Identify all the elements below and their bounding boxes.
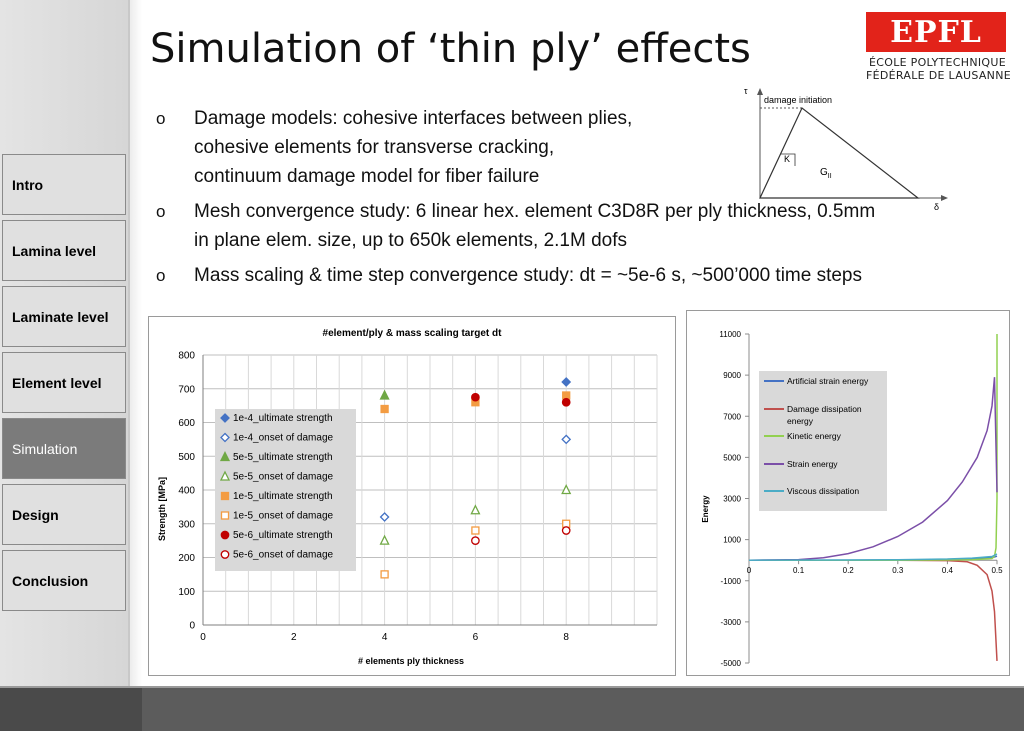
legend-marker-icon [222, 512, 229, 519]
data-point [562, 378, 570, 386]
legend-entry-line: energy [787, 416, 813, 426]
x-tick-label: 6 [472, 632, 479, 643]
y-tick-label: 100 [178, 586, 195, 598]
legend-entry: 5e-5_onset of damage [233, 471, 334, 483]
legend-entry: Strain energy [787, 459, 838, 469]
legend-marker-icon [222, 493, 229, 500]
y-axis-label: Strength [MPa] [157, 477, 167, 541]
bullet-text: Damage models: cohesive interfaces between plies, [194, 108, 633, 129]
legend-entry: 1e-4_ultimate strength [233, 413, 333, 424]
x-tick-label: 0.3 [892, 566, 904, 576]
data-point [472, 527, 479, 534]
footer-bar [0, 688, 1024, 731]
legend-marker-icon [221, 551, 228, 558]
data-point [381, 571, 388, 578]
legend-entry: Kinetic energy [787, 431, 841, 441]
y-tick-label: 7000 [723, 412, 741, 422]
y-axis-label: Energy [701, 495, 710, 523]
damage-initiation-label: damage initiation [764, 95, 833, 105]
data-point [472, 537, 479, 544]
tau-label: τ [744, 86, 748, 96]
y-tick-label: 1000 [723, 535, 741, 545]
data-point [381, 391, 389, 399]
nav-item-element-level[interactable]: Element level [2, 352, 126, 413]
energy-line-svg [687, 311, 1009, 675]
x-tick-label: 8 [563, 632, 569, 643]
y-tick-label: 9000 [723, 371, 741, 381]
legend-entry: 1e-5_onset of damage [233, 510, 334, 522]
legend-entry: Viscous dissipation [787, 486, 860, 496]
k-label: K [784, 154, 791, 164]
tau-axis-arrow-icon [757, 88, 763, 95]
nav-item-design[interactable]: Design [2, 484, 126, 545]
y-tick-label: 3000 [723, 494, 741, 504]
nav-item-simulation[interactable]: Simulation [2, 418, 126, 479]
nav-item-intro[interactable]: Intro [2, 154, 126, 215]
data-point [563, 399, 570, 406]
legend-entry: 5e-6_ultimate strength [233, 530, 333, 541]
bullet-text: cohesive elements for transverse cracking, [194, 137, 555, 158]
legend-entry: Artificial strain energy [787, 376, 869, 386]
y-tick-label: 500 [178, 451, 195, 463]
x-tick-label: 0 [200, 632, 206, 643]
legend-entry-line: Damage dissipation [787, 404, 862, 414]
g-label: $G_{II}$ [820, 167, 832, 180]
bullet-mass-scaling [156, 261, 1016, 290]
bullet-marker-icon: o [156, 109, 166, 128]
footer-left-block [0, 688, 142, 731]
y-tick-label: 300 [178, 519, 195, 531]
series-line [746, 560, 997, 661]
y-tick-label: -3000 [720, 617, 741, 627]
delta-axis-arrow-icon [941, 195, 948, 201]
nav-item-conclusion[interactable]: Conclusion [2, 550, 126, 611]
data-point [381, 406, 388, 413]
bullet-text: Mesh convergence study: 6 linear hex. element C3D8R per ply thickness, 0.5mm [194, 201, 876, 222]
y-tick-label: 700 [178, 384, 195, 396]
data-point [381, 513, 389, 521]
data-point [471, 506, 479, 514]
x-tick-label: 0.4 [941, 566, 953, 576]
x-tick-label: 2 [291, 632, 297, 643]
bullet-marker-icon: o [156, 202, 166, 221]
bullet-marker-icon: o [156, 266, 166, 285]
legend-entry: 1e-5_ultimate strength [233, 491, 333, 502]
nav-item-laminate-level[interactable]: Laminate level [2, 286, 126, 347]
data-point [381, 536, 389, 544]
bullet-text: Mass scaling & time step convergence study: dt = ~5e-6 s, ~500’000 time steps [194, 265, 862, 286]
epfl-logo-mark: EPFL [866, 12, 1006, 52]
page-title: Simulation of ‘thin ply’ effects [150, 26, 751, 72]
data-point [562, 435, 570, 443]
y-tick-label: -1000 [720, 576, 741, 586]
y-tick-label: 5000 [723, 453, 741, 463]
epfl-logo [866, 12, 1011, 84]
x-tick-label: 0.5 [991, 566, 1003, 576]
x-tick-label: 0.2 [842, 566, 854, 576]
x-tick-label: 0 [746, 566, 752, 576]
chart-legend [759, 371, 887, 511]
nav-item-lamina-level[interactable]: Lamina level [2, 220, 126, 281]
legend-entry: 1e-4_onset of damage [233, 432, 334, 444]
cohesive-triangle [760, 108, 918, 198]
y-tick-label: 800 [178, 350, 195, 362]
legend-marker-icon [221, 531, 228, 538]
y-tick-label: 400 [178, 485, 195, 497]
chart-legend [215, 409, 356, 571]
y-tick-label: 11000 [719, 330, 741, 339]
y-tick-label: -5000 [720, 659, 741, 668]
sidebar-edge [130, 0, 142, 688]
logo-line-1: ÉCOLE POLYTECHNIQUE [869, 56, 1006, 69]
y-tick-label: 200 [178, 553, 195, 564]
bullet-text: continuum damage model for fiber failure [194, 166, 540, 187]
legend-entry: 5e-5_ultimate strength [233, 452, 333, 463]
strength-scatter-chart [148, 316, 676, 676]
strength-scatter-svg [149, 317, 675, 675]
x-axis-label: # elements ply thickness [357, 656, 465, 666]
delta-label: δ [934, 202, 940, 212]
data-point [472, 393, 479, 400]
x-tick-label: 0.1 [793, 566, 805, 576]
cohesive-law-diagram [740, 84, 950, 214]
y-tick-label: 0 [189, 620, 195, 632]
logo-line-2: FÉDÉRALE DE LAUSANNE [866, 69, 1011, 82]
energy-line-chart [686, 310, 1010, 676]
bullet-text: in plane elem. size, up to 650k elements, 2.1M dofs [194, 230, 628, 251]
legend-entry: 5e-6_onset of damage [233, 549, 334, 561]
x-tick-label: 4 [381, 632, 388, 643]
data-point [563, 527, 570, 534]
chart-title: #element/ply & mass scaling target dt [322, 328, 502, 339]
y-tick-label: 600 [178, 418, 195, 429]
